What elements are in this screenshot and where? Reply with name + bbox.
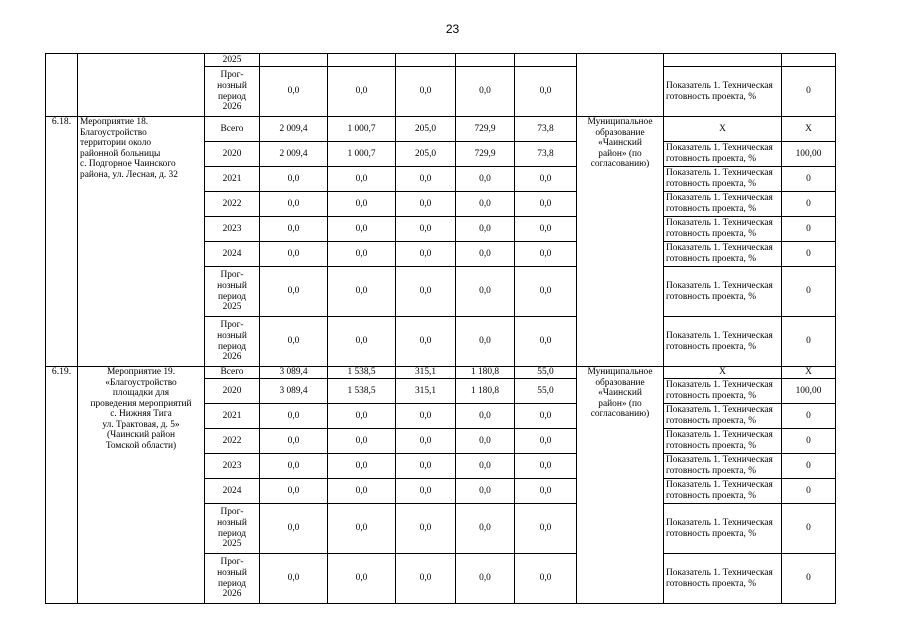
cell-target: 0 [782,192,836,217]
table-row [46,117,836,142]
cell-event-number: 6.18. [46,117,78,367]
cell-value: 0,0 [456,479,515,504]
cell-year: Всего [205,367,260,379]
cell-year: Прог- нозный период 2025 [205,267,260,317]
cell-value: 0,0 [515,217,577,242]
cell-value: 0,0 [328,192,396,217]
cell-value: 0,0 [396,554,456,604]
cell-year: 2025 [205,54,260,67]
cell-value: 0,0 [456,67,515,117]
cell-value: 0,0 [456,317,515,367]
cell-target: 0 [782,217,836,242]
cell-value: 0,0 [396,242,456,267]
cell-number [46,54,78,117]
cell-value: 2 009,4 [260,117,328,142]
cell-year: Прог- нозный период 2026 [205,67,260,117]
cell-indicator: Показатель 1. Техническая готовность проекта, % [664,267,782,317]
cell-value: 0,0 [328,479,396,504]
cell-target: 100,00 [782,379,836,404]
cell-value: 0,0 [515,167,577,192]
cell-value: 0,0 [328,67,396,117]
cell-indicator: Показатель 1. Техническая готовность проекта, % [664,192,782,217]
cell-value: 0,0 [260,167,328,192]
cell-value: 315,1 [396,367,456,379]
cell-target: 0 [782,67,836,117]
cell-value: 0,0 [515,404,577,429]
cell-year: Всего [205,117,260,142]
cell-value: 0,0 [456,454,515,479]
cell-value: 0,0 [260,267,328,317]
cell-value: 0,0 [456,242,515,267]
cell-target: 0 [782,479,836,504]
cell-value: 0,0 [396,67,456,117]
cell-value: 0,0 [328,504,396,554]
cell-value: 0,0 [396,504,456,554]
cell-indicator: Показатель 1. Техническая готовность проекта, % [664,504,782,554]
cell-target: X [782,367,836,379]
cell-value: 0,0 [396,429,456,454]
cell-target: 0 [782,454,836,479]
cell-value: 0,0 [515,317,577,367]
cell-value: 3 089,4 [260,367,328,379]
cell-target: 0 [782,429,836,454]
cell-indicator: Показатель 1. Техническая готовность проекта, % [664,454,782,479]
cell-value: 0,0 [456,429,515,454]
cell-value: 0,0 [396,217,456,242]
cell-value: 0,0 [515,479,577,504]
cell-value: 0,0 [515,192,577,217]
cell-value: 0,0 [260,504,328,554]
cell-indicator: Показатель 1. Техническая готовность проекта, % [664,142,782,167]
cell-target: 0 [782,167,836,192]
cell-value: 1 538,5 [328,379,396,404]
cell-value: 73,8 [515,142,577,167]
cell-value: 0,0 [396,479,456,504]
cell-target: 0 [782,504,836,554]
cell-value: 0,0 [515,554,577,604]
cell-year: 2020 [205,142,260,167]
cell-executor [577,54,664,117]
cell-value: 0,0 [456,167,515,192]
cell-executor: Муниципальное образование «Чаинский район» (по согласованию) [577,367,664,604]
cell-value: 0,0 [260,217,328,242]
cell-target [782,54,836,67]
cell-value: 0,0 [260,479,328,504]
cell-indicator: Показатель 1. Техническая готовность проекта, % [664,429,782,454]
cell-value: 729,9 [456,117,515,142]
cell-value [396,54,456,67]
cell-value: 0,0 [396,267,456,317]
cell-year: 2021 [205,404,260,429]
cell-value: 55,0 [515,379,577,404]
cell-value: 0,0 [260,67,328,117]
table-row [46,54,836,67]
cell-value: 205,0 [396,117,456,142]
cell-value: 0,0 [328,554,396,604]
cell-value: 0,0 [328,267,396,317]
cell-value: 0,0 [328,217,396,242]
cell-target: 0 [782,317,836,367]
cell-year: 2020 [205,379,260,404]
cell-value [456,54,515,67]
cell-value: 0,0 [396,317,456,367]
cell-value: 0,0 [515,67,577,117]
cell-value: 0,0 [328,454,396,479]
cell-value: 0,0 [328,167,396,192]
cell-value: 315,1 [396,379,456,404]
cell-event-name: Мероприятие 19. «Благоустройство площадки для проведения мероприятий с. Нижняя Тига ул. Трактовая, д. 5» (Чаинский район Томской области) [78,367,205,604]
cell-indicator: Показатель 1. Техническая готовность проекта, % [664,479,782,504]
cell-value: 0,0 [328,429,396,454]
cell-year: 2022 [205,429,260,454]
cell-value: 2 009,4 [260,142,328,167]
cell-value: 0,0 [260,404,328,429]
cell-year: Прог- нозный период 2026 [205,554,260,604]
cell-value: 0,0 [515,504,577,554]
cell-indicator: Показатель 1. Техническая готовность проекта, % [664,379,782,404]
cell-value: 0,0 [260,192,328,217]
cell-value: 0,0 [515,454,577,479]
cell-indicator [664,54,782,67]
cell-year: Прог- нозный период 2026 [205,317,260,367]
cell-value: 0,0 [456,267,515,317]
cell-year: 2023 [205,454,260,479]
cell-year: 2024 [205,242,260,267]
cell-value: 205,0 [396,142,456,167]
cell-executor: Муниципальное образование «Чаинский район» (по согласованию) [577,117,664,367]
cell-indicator: Показатель 1. Техническая готовность проекта, % [664,317,782,367]
cell-value: 0,0 [515,267,577,317]
cell-target: X [782,117,836,142]
cell-value: 0,0 [260,454,328,479]
cell-value: 0,0 [396,404,456,429]
cell-year: 2024 [205,479,260,504]
cell-value: 0,0 [515,242,577,267]
cell-value: 0,0 [515,429,577,454]
cell-year: 2022 [205,192,260,217]
cell-value: 729,9 [456,142,515,167]
cell-value: 1 180,8 [456,367,515,379]
cell-target: 0 [782,242,836,267]
cell-value: 0,0 [260,242,328,267]
cell-value: 3 089,4 [260,379,328,404]
cell-indicator: Показатель 1. Техническая готовность проекта, % [664,67,782,117]
cell-indicator: X [664,367,782,379]
cell-value: 1 538,5 [328,367,396,379]
cell-value: 0,0 [328,317,396,367]
cell-indicator: Показатель 1. Техническая готовность проекта, % [664,242,782,267]
cell-event-name: Мероприятие 18. Благоустройство территории около районной больницы с. Подгорное Чаинского района, ул. Лесная, д. 32 [78,117,205,367]
cell-value: 1 180,8 [456,379,515,404]
cell-value: 0,0 [260,554,328,604]
cell-value: 0,0 [456,217,515,242]
cell-name [78,54,205,117]
cell-value: 1 000,7 [328,142,396,167]
cell-value: 0,0 [396,454,456,479]
cell-value: 0,0 [260,317,328,367]
cell-value: 0,0 [328,242,396,267]
cell-target: 0 [782,404,836,429]
cell-value: 0,0 [396,167,456,192]
cell-value: 73,8 [515,117,577,142]
cell-value: 0,0 [456,404,515,429]
table-row [46,367,836,379]
cell-value: 1 000,7 [328,117,396,142]
cell-value: 0,0 [456,554,515,604]
budget-table [45,53,836,604]
cell-indicator: Показатель 1. Техническая готовность проекта, % [664,167,782,192]
cell-target: 0 [782,554,836,604]
cell-value: 0,0 [456,504,515,554]
cell-indicator: Показатель 1. Техническая готовность проекта, % [664,554,782,604]
cell-indicator: X [664,117,782,142]
cell-target: 0 [782,267,836,317]
cell-value [515,54,577,67]
cell-value: 0,0 [456,192,515,217]
cell-value [328,54,396,67]
cell-indicator: Показатель 1. Техническая готовность проекта, % [664,404,782,429]
cell-value: 0,0 [260,429,328,454]
cell-value: 0,0 [328,404,396,429]
cell-indicator: Показатель 1. Техническая готовность проекта, % [664,217,782,242]
cell-value: 55,0 [515,367,577,379]
cell-year: 2023 [205,217,260,242]
cell-value: 0,0 [396,192,456,217]
cell-year: 2021 [205,167,260,192]
cell-target: 100,00 [782,142,836,167]
cell-year: Прог- нозный период 2025 [205,504,260,554]
cell-value [260,54,328,67]
page-number: 23 [445,22,460,36]
cell-event-number: 6.19. [46,367,78,604]
